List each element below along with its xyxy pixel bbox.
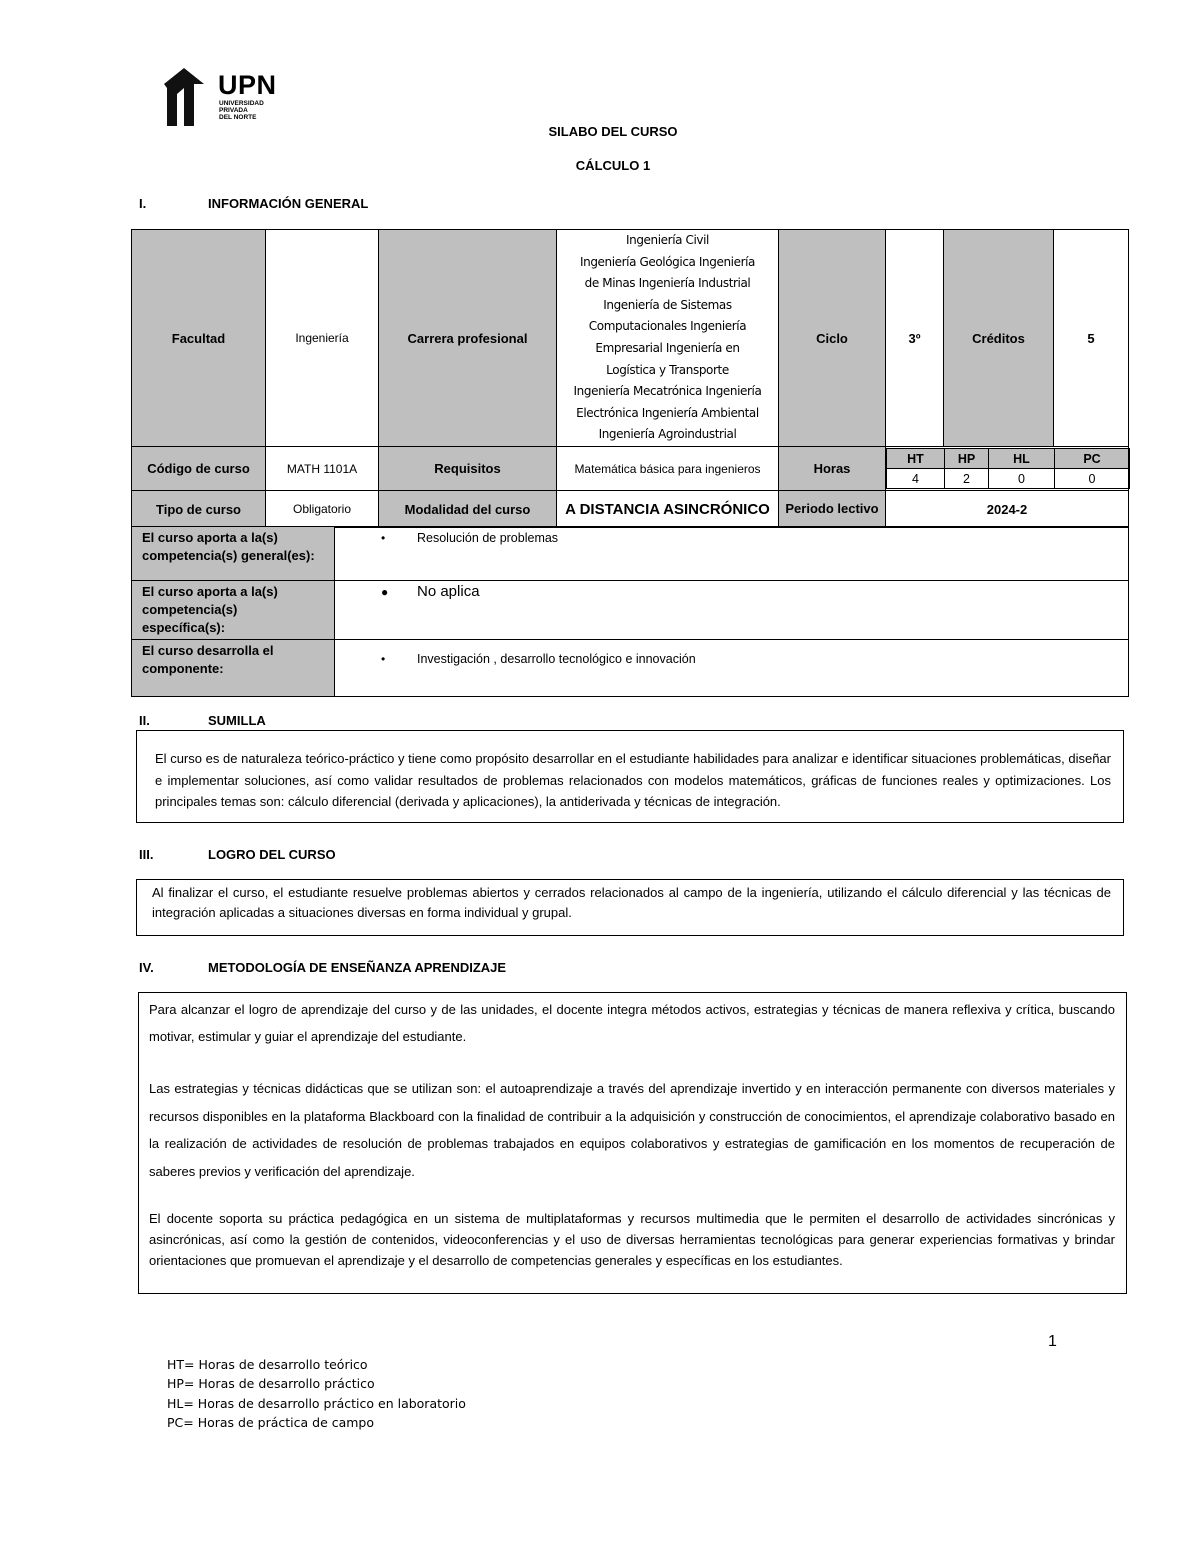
horas-label: Horas <box>779 447 886 491</box>
section-1-title: INFORMACIÓN GENERAL <box>208 196 369 211</box>
section-3-title: LOGRO DEL CURSO <box>208 847 336 862</box>
requisitos-value: Matemática básica para ingenieros <box>557 447 779 491</box>
logo-name: UPN <box>218 70 277 100</box>
competencia-general-cell <box>335 527 1129 581</box>
page-number: 1 <box>1048 1333 1057 1350</box>
requisitos-label: Requisitos <box>379 447 557 491</box>
creditos-label: Créditos <box>944 230 1054 447</box>
course-title: CÁLCULO 1 <box>575 158 651 173</box>
logo-subtext: UNIVERSIDAD PRIVADA DEL NORTE <box>219 100 264 122</box>
ciclo-label: Ciclo <box>779 230 886 447</box>
competencia-especifica-cell <box>335 581 1129 640</box>
creditos-value: 5 <box>1054 230 1129 447</box>
modalidad-label: Modalidad del curso <box>379 491 557 528</box>
tipo-label: Tipo de curso <box>132 491 266 528</box>
codigo-value: MATH 1101A <box>266 447 379 491</box>
ciclo-value: 3º <box>886 230 944 447</box>
document-title: SILABO DEL CURSO <box>548 124 678 139</box>
modalidad-value: A DISTANCIA ASINCRÓNICO <box>557 491 779 528</box>
metodologia-paragraph-1: Para alcanzar el logro de aprendizaje del curso y de las unidades, el docente integra métodos activos, estrategias y técnicas de manera reflexiva y crítica, buscando motivar, estimular y guiar el aprendizaje del estudiante. <box>149 1002 1115 1044</box>
periodo-label: Periodo lectivo <box>779 491 886 528</box>
hours-value-hl: 0 <box>989 469 1055 489</box>
componente-cell <box>335 640 1129 697</box>
upn-logo <box>162 68 277 130</box>
section-3-number: III. <box>139 847 154 862</box>
facultad-label: Facultad <box>132 230 266 447</box>
horas-grid <box>886 447 1129 491</box>
bullet-icon: ● <box>381 585 389 599</box>
competencias-table <box>131 526 1129 697</box>
section-2-number: II. <box>139 713 150 728</box>
hours-header-ht: HT <box>887 449 945 469</box>
competencia-general-label: El curso aporta a la(s) competencia(s) general(es): <box>132 527 335 581</box>
hours-header-pc: PC <box>1055 449 1130 469</box>
section-2-title: SUMILLA <box>208 713 266 728</box>
componente-value: Investigación , desarrollo tecnológico e innovación <box>417 652 696 666</box>
metodologia-paragraph-2: Las estrategias y técnicas didácticas que se utilizan son: el autoaprendizaje a través del aprendizaje invertido y en interacción permanente con diversos materiales y recursos disponibles en la plataforma Blackboard con la finalidad de contribuir a la adquisición y construcción de conocimientos, el aprendizaje colaborativo basado en la realización de actividades de resolución de problemas trabajados en equipos colaborativos y estrategias de gamificación en los momentos de recuperación de saberes previos y verificación del aprendizaje. <box>149 1081 1115 1179</box>
periodo-value: 2024-2 <box>886 491 1129 528</box>
carrera-list: Ingeniería Civil Ingeniería Geológica Ingeniería de Minas Ingeniería Industrial Ingeniería de Sistemas Computacionales Ingeniería Empresarial Ingeniería en Logística y Transporte Ingeniería Mecatrónica Ingeniería Electrónica Ingeniería Ambiental Ingeniería Agroindustrial <box>557 230 779 447</box>
bullet-icon: • <box>381 531 386 545</box>
hours-header-hl: HL <box>989 449 1055 469</box>
legend-item-ht: HT= Horas de desarrollo teórico <box>167 1357 368 1372</box>
hours-value-ht: 4 <box>887 469 945 489</box>
competencia-general-value: Resolución de problemas <box>417 531 559 545</box>
hours-value-hp: 2 <box>945 469 989 489</box>
bullet-icon: • <box>381 652 386 666</box>
metodologia-paragraph-3: El docente soporta su práctica pedagógica en un sistema de multiplataformas y recursos multimedia que le permiten el desarrollo de actividades sincrónicas y asincrónicas, así como la gestión de contenidos, videoconferencias y el uso de diversas herramientas tecnológicas para generar experiencias formativas y brindar orientaciones que promuevan el aprendizaje y el desarrollo de competencias generales y específicas en los estudiantes. <box>149 1211 1115 1268</box>
componente-label: El curso desarrolla el componente: <box>132 640 335 697</box>
facultad-value: Ingeniería <box>266 230 379 447</box>
legend-item-pc: PC= Horas de práctica de campo <box>167 1414 375 1430</box>
section-1-number: I. <box>139 196 147 211</box>
hours-legend <box>167 1355 466 1432</box>
sumilla-box: El curso es de naturaleza teórico-práctico y tiene como propósito desarrollar en el estudiante habilidades para analizar e identificar situaciones problemáticas, diseñar e implementar soluciones, así como validar resultados de problemas relacionados con modelos matemáticos, gráficas de funciones reales y optimizaciones. Los principales temas son: cálculo diferencial (derivada y aplicaciones), la antiderivada y técnicas de integración. <box>136 730 1124 823</box>
carrera-label: Carrera profesional <box>379 230 557 447</box>
upn-arrow-icon <box>162 68 218 128</box>
section-4-number: IV. <box>139 960 154 975</box>
competencia-especifica-value: No aplica <box>417 583 480 600</box>
section-4-title: METODOLOGÍA DE ENSEÑANZA APRENDIZAJE <box>208 960 507 975</box>
hours-header-hp: HP <box>945 449 989 469</box>
metodologia-box <box>138 992 1127 1294</box>
codigo-label: Código de curso <box>132 447 266 491</box>
general-info-table <box>131 229 1129 528</box>
legend-item-hp: HP= Horas de desarrollo práctico <box>167 1376 375 1392</box>
tipo-value: Obligatorio <box>266 491 379 528</box>
logro-box: Al finalizar el curso, el estudiante resuelve problemas abiertos y cerrados relacionados al campo de la ingeniería, utilizando el cálculo diferencial y las técnicas de integración aplicadas a situaciones diversas en forma individual y grupal. <box>136 879 1124 936</box>
legend-item-hl: HL= Horas de desarrollo práctico en laboratorio <box>167 1395 466 1411</box>
hours-value-pc: 0 <box>1055 469 1130 489</box>
competencia-especifica-label: El curso aporta a la(s) competencia(s) específica(s): <box>132 581 335 640</box>
